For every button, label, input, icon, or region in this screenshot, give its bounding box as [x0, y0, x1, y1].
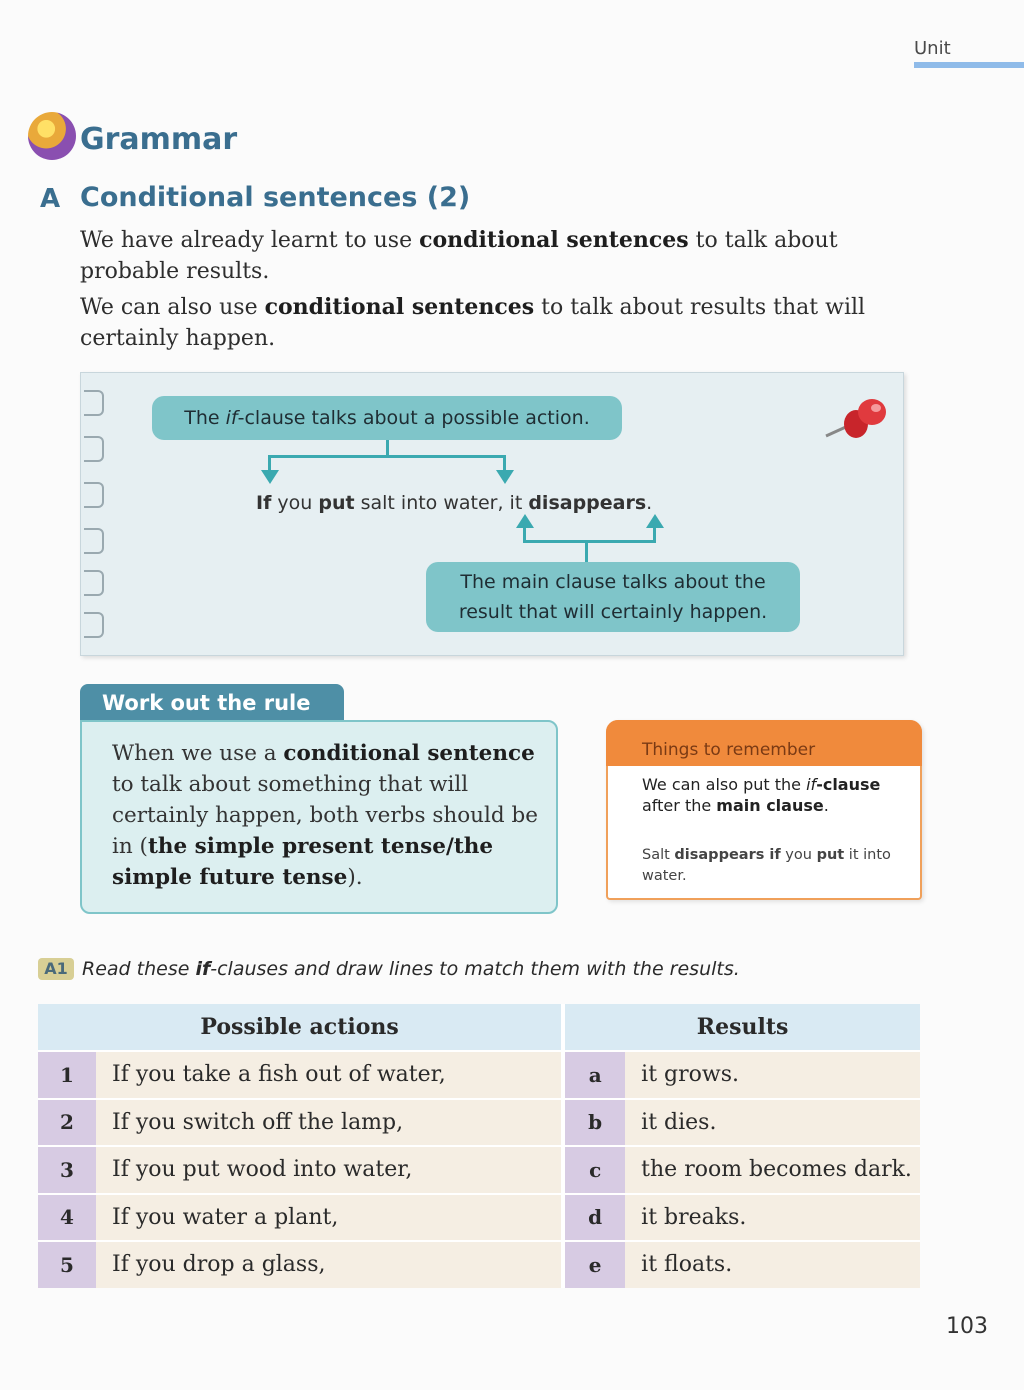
grammar-title: Grammar [80, 122, 238, 157]
things-to-remember-example: Salt disappears if you put it into water. [642, 847, 891, 884]
notebook-ring-icon [84, 528, 104, 554]
result-letter: c [563, 1146, 625, 1194]
section-title: Conditional sentences (2) [80, 182, 471, 213]
if-clause-note: The if-clause talks about a possible action. [152, 396, 622, 440]
arrow-down-icon [261, 470, 279, 484]
connector-line [585, 540, 588, 562]
result-text[interactable]: it breaks. [625, 1194, 920, 1242]
section-letter: A [40, 184, 61, 214]
row-number: 2 [38, 1099, 96, 1147]
result-text[interactable]: it grows. [625, 1051, 920, 1099]
possible-action[interactable]: If you water a plant, [96, 1194, 563, 1242]
push-pin-icon [820, 392, 890, 448]
connector-line [523, 540, 656, 543]
intro-paragraph-2: We can also use conditional sentences to talk about results that will certainly happen. [80, 294, 866, 351]
exercise-badge: A1 [38, 958, 74, 980]
things-to-remember-title: Things to remember [642, 740, 816, 760]
table-row [38, 1146, 920, 1194]
grammar-logo-icon [28, 112, 76, 160]
possible-action[interactable]: If you drop a glass, [96, 1241, 563, 1288]
table-header-actions: Possible actions [38, 1004, 563, 1051]
result-text[interactable]: it floats. [625, 1241, 920, 1288]
notebook-ring-icon [84, 482, 104, 508]
result-letter: b [563, 1099, 625, 1147]
matching-table [38, 1004, 920, 1288]
notebook-ring-icon [84, 570, 104, 596]
table-row [38, 1051, 920, 1099]
table-header-results: Results [563, 1004, 920, 1051]
table-row [38, 1241, 920, 1288]
notebook-ring-icon [84, 612, 104, 638]
arrow-down-icon [496, 470, 514, 484]
row-number: 1 [38, 1051, 96, 1099]
result-text[interactable]: the room becomes dark. [625, 1146, 920, 1194]
result-text[interactable]: it dies. [625, 1099, 920, 1147]
possible-action[interactable]: If you put wood into water, [96, 1146, 563, 1194]
result-letter: d [563, 1194, 625, 1242]
connector-line [386, 440, 389, 456]
work-out-rule-tab: Work out the rule [80, 684, 344, 722]
possible-action[interactable]: If you switch off the lamp, [96, 1099, 563, 1147]
things-to-remember-text: We can also put the if-clause after the main clause. [642, 775, 881, 815]
connector-line [268, 455, 506, 458]
row-number: 4 [38, 1194, 96, 1242]
work-out-rule-text: When we use a conditional sentence to talk about something that will certainly happen, both verbs should be in (the simple present tense/the simple future tense). [112, 741, 538, 890]
main-clause-note: The main clause talks about the result that will certainly happen. [426, 562, 800, 632]
unit-label: Unit [914, 38, 951, 59]
intro-paragraph-1: We have already learnt to use conditional sentences to talk about probable results. [80, 227, 838, 284]
row-number: 5 [38, 1241, 96, 1288]
table-row [38, 1099, 920, 1147]
exercise-instruction: Read these if-clauses and draw lines to match them with the results. [82, 958, 740, 980]
row-number: 3 [38, 1146, 96, 1194]
possible-action[interactable]: If you take a fish out of water, [96, 1051, 563, 1099]
notebook-ring-icon [84, 436, 104, 462]
result-letter: e [563, 1241, 625, 1288]
page-number: 103 [946, 1314, 988, 1339]
unit-bar [914, 62, 1024, 68]
table-row [38, 1194, 920, 1242]
result-letter: a [563, 1051, 625, 1099]
notebook-ring-icon [84, 390, 104, 416]
example-sentence: If you put salt into water, it disappears. [256, 492, 653, 514]
